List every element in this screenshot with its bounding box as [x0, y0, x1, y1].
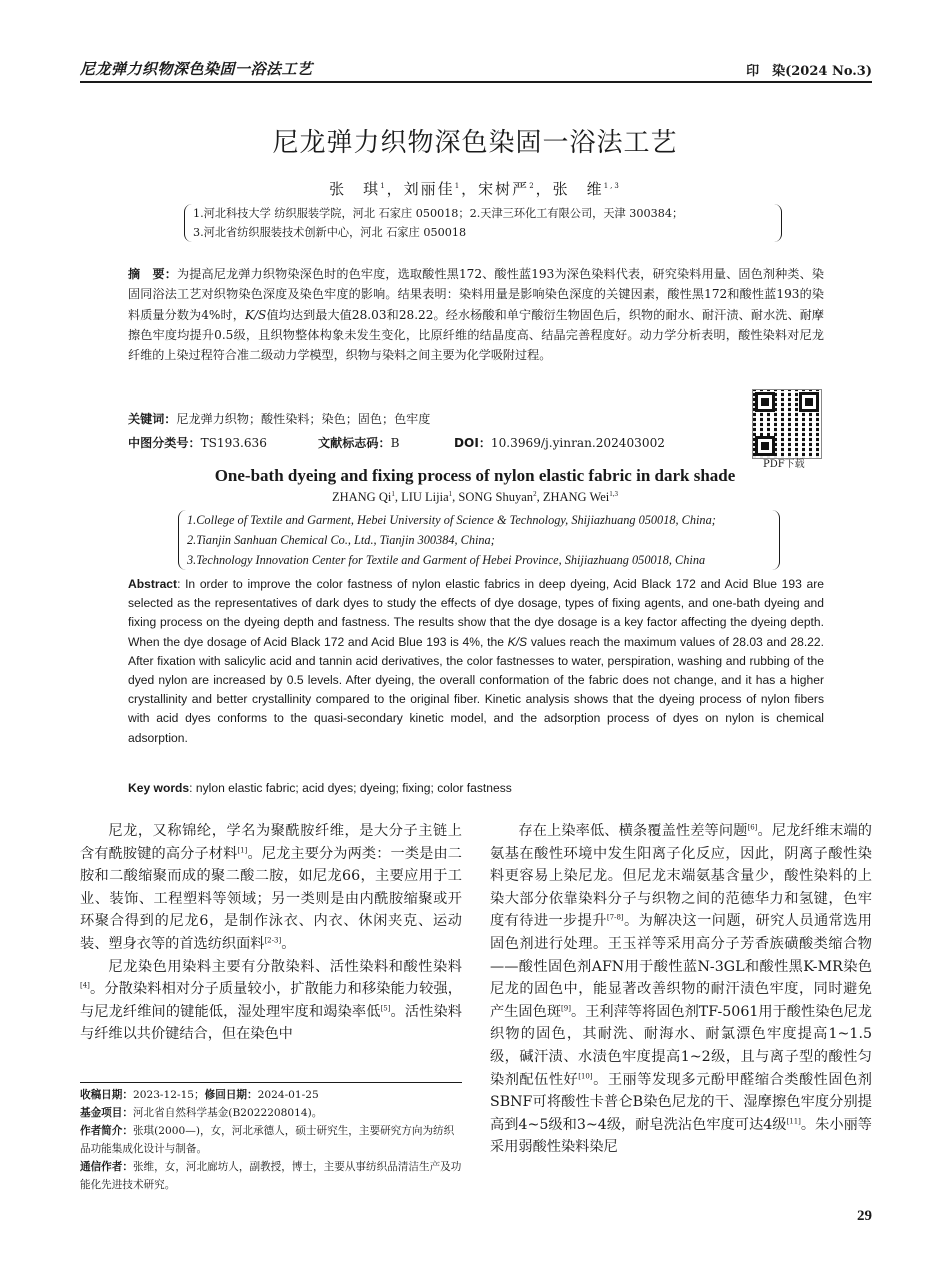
- doi: DOI：10.3969/j.yinran.202403002: [454, 436, 665, 450]
- abstract-cn-label: 摘 要：: [128, 267, 178, 281]
- abstract-en-label: Abstract: [128, 577, 178, 591]
- affiliations-en: [178, 510, 780, 570]
- author-name: 刘丽佳: [403, 180, 455, 198]
- classification-number: 中图分类号：TS193.636: [128, 436, 267, 450]
- page-number: 29: [857, 1208, 872, 1224]
- title-cn: 尼龙弹力织物深色染固一浴法工艺: [272, 128, 678, 158]
- footnote-rule: [80, 1082, 462, 1083]
- footnote-corresponding-author: 通信作者：张维，女，河北廊坊人，副教授，博士，主要从事纺织品清洁生产及功能化先进技术研究。: [80, 1161, 462, 1191]
- body-paragraph: 存在上染率低、横条覆盖性差等问题[6]。尼龙纤维末端的氨基在酸性环境中发生阳离子化反应，因此，阴离子酸性染料更容易上染尼龙。但尼龙末端氨基含量少，酸性染料的上染大部分依靠染料分子与织物之间的范德华力和氢键，色牢度有待进一步提升[7-8]。为解决这一问题，研究人员通常选用固色剂进行处理。王玉祥等采用高分子芳香族磺酸类缩合物——酸性固色剂AFN用于酸性蓝N-3GL和酸性黑K-MR染色尼龙的固色中，能显著改善织物的耐汗渍色牢度，同时避免产生固色斑[9]。王利萍等将固色剂TF-5061用于酸性染色尼龙织物的固色，其耐洗、耐海水、耐氯漂色牢度提高1~1.5级，碱汗渍、水渍色牢度提高1~2级，且与离子型的酸性匀染剂配伍性好[10]。王丽等发现多元酚甲醛缩合类酸性固色剂SBNF可将酸性卡普仑B染色尼龙的干、湿摩擦色牢度分别提高到4~5级和3~4级，耐皂洗沾色牢度可达4级[11]。朱小丽等采用弱酸性染料染尼: [490, 823, 872, 1156]
- authors-en: [0, 490, 950, 505]
- title-en: One-bath dyeing and fixing process of nylon elastic fabric in dark shade: [214, 466, 736, 485]
- affiliation-cn-line: 3.河北省纺织服装技术创新中心，河北 石家庄 050018: [193, 226, 467, 239]
- affiliations-cn: [184, 204, 782, 242]
- footnote-dates: 收稿日期：2023-12-15；修回日期：2024-01-25: [80, 1089, 319, 1101]
- citation-ref: [6]: [747, 823, 758, 832]
- ks-symbol: K/S: [507, 634, 528, 649]
- keywords-cn-text: 尼龙弹力织物；酸性染料；染色；固色；色牢度: [176, 412, 431, 426]
- abstract-en: [128, 575, 824, 748]
- citation-ref: [7-8]: [606, 913, 624, 922]
- footnotes: [80, 1086, 462, 1194]
- citation-ref: [11]: [786, 1116, 801, 1125]
- author-affil-mark: 1: [391, 489, 395, 498]
- author-sep: ,: [452, 490, 459, 504]
- author-sep: ,: [536, 490, 543, 504]
- author-name: 张 琪: [329, 180, 381, 198]
- author-sep: ，: [461, 180, 479, 198]
- keywords-en-label: Key words: [128, 781, 190, 795]
- author-name: 宋树严: [478, 180, 530, 198]
- author-affil-mark: 1: [380, 182, 387, 190]
- keywords-cn: [128, 410, 748, 427]
- author-sep: ，: [535, 180, 553, 198]
- running-title: 尼龙弹力织物深色染固一浴法工艺: [80, 60, 313, 78]
- body-column-left: [80, 820, 462, 1046]
- authors-cn: [0, 178, 950, 199]
- body-column-right: [490, 820, 872, 1159]
- citation-ref: [10]: [578, 1071, 593, 1080]
- citation-ref: [5]: [380, 1004, 391, 1013]
- author-sep: ,: [394, 490, 402, 504]
- abstract-cn-text: 为提高尼龙弹力织物染深色时的色牢度，选取酸性黑172、酸性蓝193为深色染料代表，研究染料用量、固色剂种类、染固同浴法工艺对织物染色深度及染色牢度的影响。结果表明：染料用量是影响染色深度的关键因素，酸性黑172和酸性蓝193的染料质量分数为4%时，K/S值均达到最大值28.03和28.22。经水杨酸和单宁酸衍生物固色后，织物的耐水、耐汗渍、耐水洗、耐摩擦色牢度均提升0.5级，且织物整体构象未发生变化，比原纤维的结晶度高、结晶完善程度好。动力学分析表明，酸性染料对尼龙纤维的上染过程符合准二级动力学模型，织物与染料之间主要为化学吸附过程。: [128, 267, 824, 363]
- author-affil-mark: 1: [448, 489, 453, 498]
- affiliation-cn-line: 1.河北科技大学 纺织服装学院，河北 石家庄 050018；2.天津三环化工有限公司，天津 300384；: [193, 207, 684, 220]
- author-name: LIU Lijia: [401, 490, 449, 504]
- qr-code[interactable]: [752, 389, 822, 459]
- keywords-en-text: : nylon elastic fabric; acid dyes; dyeing; fixing; color fastness: [189, 781, 512, 795]
- body-paragraph: 尼龙，又称锦纶，学名为聚酰胺纤维，是大分子主链上含有酰胺键的高分子材料[1]。尼龙主要分为两类：一类是由二胺和二酸缩聚而成的聚二酸二胺，如尼龙66，主要应用于工业、装饰、工程塑料等领域；另一类则是由内酰胺缩聚或开环聚合得到的尼龙6，是制作泳衣、内衣、休闲夹克、运动装、塑身衣等的首选纺织面料[2-3]。: [80, 823, 462, 952]
- affiliation-en-line: 1.College of Textile and Garment, Hebei University of Science & Technology, Shijiazhuang 050018, China;: [187, 513, 716, 527]
- citation-ref: [2-3]: [264, 936, 282, 945]
- author-affil-mark: 1,3: [603, 182, 621, 190]
- keywords-en: [128, 781, 824, 795]
- affiliation-en-line: 3.Technology Innovation Center for Textile and Garment of Hebei Province, Shijiazhuang 050018, China: [187, 553, 706, 567]
- header-rule: [80, 81, 872, 83]
- affiliation-en-line: 2.Tianjin Sanhuan Chemical Co., Ltd., Tianjin 300384, China;: [187, 533, 495, 547]
- author-name: ZHANG Wei: [542, 490, 610, 504]
- author-affil-mark: 2: [529, 182, 536, 190]
- abstract-cn: [128, 264, 824, 365]
- author-affil-mark: 1: [454, 182, 462, 190]
- citation-ref: [1]: [237, 845, 248, 854]
- author-affil-mark: 2: [533, 489, 537, 498]
- author-name: 张 维: [552, 180, 604, 198]
- pdf-download-label[interactable]: PDF下载: [763, 459, 805, 470]
- ks-symbol: K/S: [244, 307, 267, 322]
- footnote-author-bio: 作者简介：张琪(2000—)，女，河北承德人，硕士研究生，主要研究方向为纺织品功能集成化设计与制备。: [80, 1125, 455, 1155]
- author-affil-mark: 1,3: [609, 489, 619, 498]
- body-paragraph: 尼龙染色用染料主要有分散染料、活性染料和酸性染料[4]。分散染料相对分子质量较小，扩散能力和移染能力较强，与尼龙纤维间的键能低，湿处理牢度和竭染率低[5]。活性染料与纤维以共价键结合，但在染色中: [80, 958, 462, 1043]
- author-name: SONG Shuyan: [458, 490, 534, 504]
- document-code: 文献标志码：B: [318, 436, 400, 450]
- journal-issue: 印 染(2024 No.3): [746, 64, 872, 79]
- author-sep: ，: [386, 180, 404, 198]
- citation-ref: [9]: [561, 1004, 571, 1013]
- citation-ref: [4]: [80, 981, 90, 990]
- keywords-cn-label: 关键词：: [128, 412, 177, 426]
- abstract-en-text: : In order to improve the color fastness of nylon elastic fabrics in deep dyeing, Acid Black 172 and Acid Blue 193 are selected as the representatives of dark dyes to study the effects of dye dosage, types of fixing agents, and one-bath dyeing and fixing process on the dyeing depth and fastness. The results show that the dye dosage is a key factor affecting the dyeing depth. When the dye dosage of Acid Black 172 and Acid Blue 193 is 4%, the K/S values reach the maximum values of 28.03 and 28.22. After fixation with salicylic acid and tannin acid derivatives, the color fastnesses to water, perspiration, washing and rubbing of the dyed nylon are increased by 0.5 levels. After dyeing, the overall conformation of the fabric does not change, and it has a higher crystallinity and better crystallinity compared to the original fiber. Kinetic analysis shows that the dyeing process of nylon fibers with acid dyes conforms to the quasi-secondary kinetic model, and the adsorption process of dyes on nylon is chemical adsorption.: [128, 577, 824, 745]
- footnote-fund: 基金项目：河北省自然科学基金(B2022208014)。: [80, 1107, 323, 1119]
- author-name: ZHANG Qi: [331, 490, 392, 504]
